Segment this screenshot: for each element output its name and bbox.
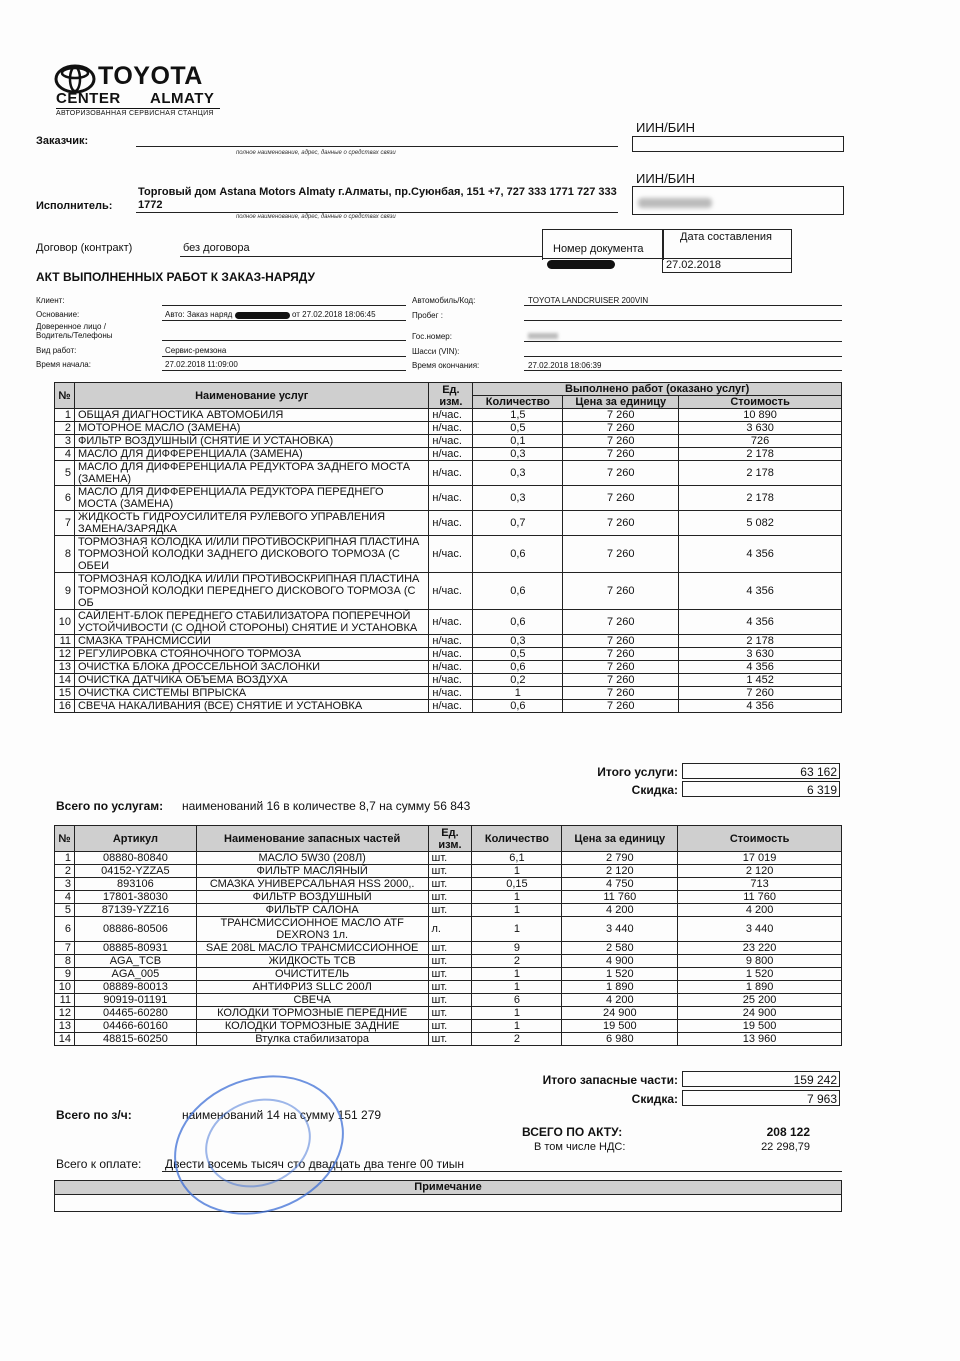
part-num: 12 [55, 1007, 75, 1020]
service-qty: 0,3 [473, 635, 563, 648]
part-price: 3 440 [562, 917, 678, 942]
table-row [55, 687, 842, 700]
part-name: СВЕЧА [196, 994, 428, 1007]
services-summary-label: Всего по услугам: [56, 799, 164, 813]
service-unit: н/час. [429, 486, 473, 511]
service-price: 7 260 [563, 435, 679, 448]
part-article: 04465-60280 [74, 1007, 196, 1020]
service-num: 4 [55, 448, 75, 461]
part-article: 04466-60160 [74, 1020, 196, 1033]
service-name: СМАЗКА ТРАНСМИССИИ [74, 635, 428, 648]
part-article: 87139-YZZ16 [74, 904, 196, 917]
part-cost: 1 520 [678, 968, 842, 981]
service-num: 5 [55, 461, 75, 486]
service-name: ОБЩАЯ ДИАГНОСТИКА АВТОМОБИЛЯ [74, 409, 428, 422]
part-article: 08886-80506 [74, 917, 196, 942]
start-value: 27.02.2018 11:09:00 [165, 360, 238, 369]
service-qty: 0,3 [473, 448, 563, 461]
parts-col-qty: Количество [472, 826, 562, 852]
service-qty: 0,6 [473, 536, 563, 573]
part-cost: 713 [678, 878, 842, 891]
service-unit: н/час. [429, 573, 473, 610]
service-unit: н/час. [429, 635, 473, 648]
service-unit: н/час. [429, 448, 473, 461]
service-cost: 726 [679, 435, 842, 448]
basis-value-a: Авто: Заказ наряд [165, 310, 233, 319]
service-num: 14 [55, 674, 75, 687]
table-row [55, 981, 842, 994]
part-name: СМАЗКА УНИВЕРСАЛЬНАЯ HSS 2000,. [196, 878, 428, 891]
service-num: 7 [55, 511, 75, 536]
plate-redacted [528, 333, 558, 339]
part-cost: 24 900 [678, 1007, 842, 1020]
service-qty: 0,3 [473, 461, 563, 486]
part-article: 893106 [74, 878, 196, 891]
date-label: Дата составления [680, 231, 772, 243]
service-price: 7 260 [563, 448, 679, 461]
part-cost: 3 440 [678, 917, 842, 942]
service-unit: н/час. [429, 610, 473, 635]
start-label: Время начала: [36, 360, 91, 369]
table-row [55, 1020, 842, 1033]
car-value: TOYOTA LANDCRUISER 200VIN [528, 296, 649, 305]
part-price: 19 500 [562, 1020, 678, 1033]
service-name: САЙЛЕНТ-БЛОК ПЕРЕДНЕГО СТАБИЛИЗАТОРА ПОПЕРЕЧНОЙ УСТОЙЧИВОСТИ (С ОДНОЙ СТОРОНЫ) СНЯТИЕ И УСТАНОВКА [74, 610, 428, 635]
part-name: ТРАНСМИССИОННОЕ МАСЛО ATF DEXRON3 1л. [196, 917, 428, 942]
act-total-label: ВСЕГО ПО АКТУ: [522, 1125, 623, 1139]
part-cost: 4 200 [678, 904, 842, 917]
part-cost: 23 220 [678, 942, 842, 955]
part-price: 6 980 [562, 1033, 678, 1046]
services-table [54, 382, 842, 713]
part-cost: 17 019 [678, 852, 842, 865]
service-name: СВЕЧА НАКАЛИВАНИЯ (ВСЕ) СНЯТИЕ И УСТАНОВКА [74, 700, 428, 713]
part-cost: 11 760 [678, 891, 842, 904]
parts-total-value: 159 242 [682, 1071, 840, 1087]
part-qty: 1 [472, 1020, 562, 1033]
service-cost: 4 356 [679, 700, 842, 713]
customer-label: Заказчик: [36, 135, 89, 147]
parts-summary-value: наименований 14 на сумму 151 279 [182, 1108, 382, 1122]
service-qty: 0,7 [473, 511, 563, 536]
service-price: 7 260 [563, 461, 679, 486]
service-name: ТОРМОЗНАЯ КОЛОДКА И/ИЛИ ПРОТИВОСКРИПНАЯ ПЛАСТИНА ТОРМОЗНОЙ КОЛОДКИ ЗАДНЕГО ДИСКОВОГО ТОРМОЗА (С ОБЕИ [74, 536, 428, 573]
part-name: КОЛОДКИ ТОРМОЗНЫЕ ЗАДНИЕ [196, 1020, 428, 1033]
services-col-price: Цена за единицу [563, 396, 679, 409]
executor-label: Исполнитель: [36, 200, 113, 212]
part-article: 90919-01191 [74, 994, 196, 1007]
table-row [55, 955, 842, 968]
vin-label: Шасси (VIN): [412, 347, 460, 356]
service-unit: н/час. [429, 511, 473, 536]
service-num: 9 [55, 573, 75, 610]
service-name: ОЧИСТКА БЛОКА ДРОССЕЛЬНОЙ ЗАСЛОНКИ [74, 661, 428, 674]
service-unit: н/час. [429, 536, 473, 573]
mileage-label: Пробег : [412, 311, 443, 320]
part-qty: 2 [472, 955, 562, 968]
part-num: 7 [55, 942, 75, 955]
part-article: 08889-80013 [74, 981, 196, 994]
table-row [55, 511, 842, 536]
part-unit: шт. [428, 968, 472, 981]
part-article: 17801-38030 [74, 891, 196, 904]
parts-col-article: Артикул [74, 826, 196, 852]
table-row [55, 700, 842, 713]
service-num: 2 [55, 422, 75, 435]
part-price: 1 520 [562, 968, 678, 981]
part-price: 2 580 [562, 942, 678, 955]
services-total-label: Итого услуги: [597, 765, 678, 779]
service-unit: н/час. [429, 461, 473, 486]
part-num: 3 [55, 878, 75, 891]
service-name: МАСЛО ДЛЯ ДИФФЕРЕНЦИАЛА (ЗАМЕНА) [74, 448, 428, 461]
customer-hint: полное наименование, адрес, данные о средствах связи [236, 150, 396, 156]
end-label: Время окончания: [412, 361, 480, 370]
service-cost: 1 452 [679, 674, 842, 687]
service-num: 16 [55, 700, 75, 713]
service-qty: 0,6 [473, 700, 563, 713]
parts-col-unit: Ед. изм. [428, 826, 472, 852]
service-price: 7 260 [563, 661, 679, 674]
part-num: 9 [55, 968, 75, 981]
client-label: Клиент: [36, 296, 65, 305]
part-name: ЖИДКОСТЬ ТСВ [196, 955, 428, 968]
parts-col-name: Наименование запасных частей [196, 826, 428, 852]
service-name: МОТОРНОЕ МАСЛО (ЗАМЕНА) [74, 422, 428, 435]
car-label: Автомобиль/Код: [412, 296, 476, 305]
part-cost: 2 120 [678, 865, 842, 878]
service-name: ОЧИСТКА СИСТЕМЫ ВПРЫСКА [74, 687, 428, 700]
part-name: ФИЛЬТР ВОЗДУШНЫЙ [196, 891, 428, 904]
service-name: ТОРМОЗНАЯ КОЛОДКА И/ИЛИ ПРОТИВОСКРИПНАЯ ПЛАСТИНА ТОРМОЗНОЙ КОЛОДКИ ПЕРЕДНЕГО ДИСКОВОГО ТОРМОЗА (С ОБ [74, 573, 428, 610]
service-price: 7 260 [563, 648, 679, 661]
vat-value: 22 298,79 [761, 1141, 810, 1153]
part-cost: 9 800 [678, 955, 842, 968]
table-row [55, 486, 842, 511]
table-row [55, 461, 842, 486]
service-num: 12 [55, 648, 75, 661]
table-row [55, 435, 842, 448]
part-price: 4 750 [562, 878, 678, 891]
parts-col-price: Цена за единицу [562, 826, 678, 852]
table-row [55, 1033, 842, 1046]
part-cost: 1 890 [678, 981, 842, 994]
service-price: 7 260 [563, 687, 679, 700]
service-cost: 4 356 [679, 536, 842, 573]
service-cost: 2 178 [679, 635, 842, 648]
part-article: 04152-YZZA5 [74, 865, 196, 878]
table-row [55, 942, 842, 955]
docnum-label: Номер документа [553, 243, 644, 255]
part-price: 11 760 [562, 891, 678, 904]
service-num: 1 [55, 409, 75, 422]
worktype-value: Сервис-ремзона [165, 346, 227, 355]
part-num: 11 [55, 994, 75, 1007]
parts-col-cost: Стоимость [678, 826, 842, 852]
services-col-qty: Количество [473, 396, 563, 409]
services-col-cost: Стоимость [679, 396, 842, 409]
part-article: 08880-80840 [74, 852, 196, 865]
notes-label: Примечание [55, 1181, 841, 1195]
services-col-unit: Ед. изм. [429, 383, 473, 409]
part-num: 14 [55, 1033, 75, 1046]
iin-label-1: ИИН/БИН [636, 120, 695, 135]
logo-city: ALMATY [150, 90, 215, 107]
plate-label: Гос.номер: [412, 332, 452, 341]
service-name: ЖИДКОСТЬ ГИДРОУСИЛИТЕЛЯ РУЛЕВОГО УПРАВЛЕНИЯ ЗАМЕНА/ЗАРЯДКА [74, 511, 428, 536]
parts-discount-value: 7 963 [682, 1090, 840, 1106]
service-num: 8 [55, 536, 75, 573]
part-num: 8 [55, 955, 75, 968]
part-qty: 9 [472, 942, 562, 955]
service-cost: 3 630 [679, 422, 842, 435]
part-cost: 25 200 [678, 994, 842, 1007]
table-row [55, 878, 842, 891]
part-qty: 1 [472, 1007, 562, 1020]
table-row [55, 573, 842, 610]
contract-label: Договор (контракт) [36, 242, 133, 254]
part-cost: 13 960 [678, 1033, 842, 1046]
service-qty: 0,6 [473, 573, 563, 610]
act-total-value: 208 122 [766, 1125, 810, 1139]
part-price: 4 200 [562, 994, 678, 1007]
service-price: 7 260 [563, 422, 679, 435]
worktype-label: Вид работ: [36, 346, 77, 355]
executor-value: Торговый дом Astana Motors Almaty г.Алматы, пр.Суюнбая, 151 +7, 727 333 1771 727 333 1772 [138, 186, 617, 211]
part-unit: шт. [428, 981, 472, 994]
basis-value-b: от 27.02.2018 18:06:45 [292, 310, 376, 319]
service-price: 7 260 [563, 610, 679, 635]
service-name: ОЧИСТКА ДАТЧИКА ОБЪЕМА ВОЗДУХА [74, 674, 428, 687]
service-qty: 0,1 [473, 435, 563, 448]
service-cost: 2 178 [679, 461, 842, 486]
part-article: AGA_TCB [74, 955, 196, 968]
part-num: 5 [55, 904, 75, 917]
service-qty: 1,5 [473, 409, 563, 422]
part-unit: л. [428, 917, 472, 942]
service-qty: 1 [473, 687, 563, 700]
part-unit: шт. [428, 1033, 472, 1046]
service-cost: 4 356 [679, 661, 842, 674]
part-qty: 2 [472, 1033, 562, 1046]
service-unit: н/час. [429, 674, 473, 687]
date-value: 27.02.2018 [666, 259, 722, 271]
table-row [55, 635, 842, 648]
part-unit: шт. [428, 1007, 472, 1020]
logo-brand: TOYOTA [98, 62, 203, 90]
part-num: 1 [55, 852, 75, 865]
service-name: МАСЛО ДЛЯ ДИФФЕРЕНЦИАЛА РЕДУКТОРА ЗАДНЕГО МОСТА (ЗАМЕНА) [74, 461, 428, 486]
contract-value: без договора [183, 242, 250, 254]
service-price: 7 260 [563, 511, 679, 536]
service-unit: н/час. [429, 648, 473, 661]
part-name: АНТИФРИЗ SLLC 200Л [196, 981, 428, 994]
table-row [55, 648, 842, 661]
table-row [55, 891, 842, 904]
service-unit: н/час. [429, 661, 473, 674]
part-name: Втулка стабилизатора [196, 1033, 428, 1046]
service-name: РЕГУЛИРОВКА СТОЯНОЧНОГО ТОРМОЗА [74, 648, 428, 661]
services-total-value: 63 162 [682, 763, 840, 779]
service-name: ФИЛЬТР ВОЗДУШНЫЙ (СНЯТИЕ И УСТАНОВКА) [74, 435, 428, 448]
part-name: МАСЛО 5W30 (208Л) [196, 852, 428, 865]
executor-hint: полное наименование, адрес, данные о средствах связи [236, 214, 396, 220]
table-row [55, 536, 842, 573]
service-price: 7 260 [563, 409, 679, 422]
service-unit: н/час. [429, 700, 473, 713]
table-row [55, 422, 842, 435]
part-unit: шт. [428, 1020, 472, 1033]
table-row [55, 852, 842, 865]
part-num: 6 [55, 917, 75, 942]
table-row [55, 674, 842, 687]
part-unit: шт. [428, 904, 472, 917]
parts-col-num: № [55, 826, 75, 852]
table-row [55, 917, 842, 942]
services-col-name: Наименование услуг [74, 383, 428, 409]
part-unit: шт. [428, 891, 472, 904]
service-num: 15 [55, 687, 75, 700]
service-price: 7 260 [563, 700, 679, 713]
part-qty: 0,15 [472, 878, 562, 891]
part-qty: 6 [472, 994, 562, 1007]
part-article: 08885-80931 [74, 942, 196, 955]
service-qty: 0,6 [473, 661, 563, 674]
logo-subtitle: АВТОРИЗОВАННАЯ СЕРВИСНАЯ СТАНЦИЯ [56, 110, 214, 117]
part-qty: 1 [472, 891, 562, 904]
part-price: 24 900 [562, 1007, 678, 1020]
logo [50, 62, 230, 122]
table-row [55, 409, 842, 422]
table-row [55, 1007, 842, 1020]
service-num: 11 [55, 635, 75, 648]
table-row [55, 904, 842, 917]
table-row [55, 994, 842, 1007]
table-row [55, 968, 842, 981]
basis-label: Основание: [36, 310, 80, 319]
end-value: 27.02.2018 18:06:39 [528, 361, 602, 370]
part-unit: шт. [428, 878, 472, 891]
part-qty: 1 [472, 917, 562, 942]
service-name: МАСЛО ДЛЯ ДИФФЕРЕНЦИАЛА РЕДУКТОРА ПЕРЕДНЕГО МОСТА (ЗАМЕНА) [74, 486, 428, 511]
part-name: SAE 208L МАСЛО ТРАНСМИССИОННОЕ [196, 942, 428, 955]
service-unit: н/час. [429, 435, 473, 448]
services-discount-value: 6 319 [682, 781, 840, 797]
service-price: 7 260 [563, 486, 679, 511]
part-price: 1 890 [562, 981, 678, 994]
services-col-num: № [55, 383, 75, 409]
part-qty: 1 [472, 865, 562, 878]
iin-redacted [638, 198, 712, 208]
service-cost: 10 890 [679, 409, 842, 422]
part-unit: шт. [428, 852, 472, 865]
service-qty: 0,2 [473, 674, 563, 687]
service-price: 7 260 [563, 536, 679, 573]
service-price: 7 260 [563, 635, 679, 648]
part-unit: шт. [428, 955, 472, 968]
service-cost: 7 260 [679, 687, 842, 700]
service-num: 13 [55, 661, 75, 674]
service-qty: 0,3 [473, 486, 563, 511]
part-price: 2 790 [562, 852, 678, 865]
part-name: ОЧИСТИТЕЛЬ [196, 968, 428, 981]
service-price: 7 260 [563, 674, 679, 687]
part-cost: 19 500 [678, 1020, 842, 1033]
service-cost: 5 082 [679, 511, 842, 536]
parts-table [54, 825, 842, 1046]
part-unit: шт. [428, 865, 472, 878]
table-row [55, 661, 842, 674]
parts-discount-label: Скидка: [631, 1092, 678, 1106]
table-row [55, 610, 842, 635]
iin-label-2: ИИН/БИН [636, 171, 695, 186]
service-unit: н/час. [429, 409, 473, 422]
table-row [55, 865, 842, 878]
basis-redacted [235, 312, 290, 319]
service-cost: 2 178 [679, 448, 842, 461]
service-cost: 2 178 [679, 486, 842, 511]
iin-box-1 [632, 136, 844, 152]
docnum-redacted [547, 260, 615, 269]
service-qty: 0,6 [473, 610, 563, 635]
part-price: 4 200 [562, 904, 678, 917]
parts-total-label: Итого запасные части: [542, 1073, 678, 1087]
part-name: КОЛОДКИ ТОРМОЗНЫЕ ПЕРЕДНИЕ [196, 1007, 428, 1020]
part-num: 2 [55, 865, 75, 878]
part-name: ФИЛЬТР МАСЛЯНЫЙ [196, 865, 428, 878]
service-cost: 4 356 [679, 610, 842, 635]
part-qty: 6,1 [472, 852, 562, 865]
part-price: 4 900 [562, 955, 678, 968]
logo-center: CENTER [56, 90, 121, 107]
parts-summary-label: Всего по з/ч: [56, 1108, 132, 1122]
service-cost: 3 630 [679, 648, 842, 661]
part-qty: 1 [472, 968, 562, 981]
part-num: 4 [55, 891, 75, 904]
page-title: АКТ ВЫПОЛНЕННЫХ РАБОТ К ЗАКАЗ-НАРЯДУ [36, 270, 315, 284]
service-num: 10 [55, 610, 75, 635]
part-article: 48815-60250 [74, 1033, 196, 1046]
part-article: AGA_005 [74, 968, 196, 981]
service-num: 3 [55, 435, 75, 448]
part-price: 2 120 [562, 865, 678, 878]
service-price: 7 260 [563, 573, 679, 610]
part-unit: шт. [428, 942, 472, 955]
service-qty: 0,5 [473, 422, 563, 435]
service-cost: 4 356 [679, 573, 842, 610]
part-name: ФИЛЬТР САЛОНА [196, 904, 428, 917]
service-qty: 0,5 [473, 648, 563, 661]
vat-label: В том числе НДС: [534, 1141, 626, 1153]
part-num: 13 [55, 1020, 75, 1033]
part-unit: шт. [428, 994, 472, 1007]
part-num: 10 [55, 981, 75, 994]
pay-label: Всего к оплате: [56, 1157, 142, 1171]
services-col-group: Выполнено работ (оказано услуг) [473, 383, 842, 396]
table-row [55, 448, 842, 461]
service-unit: н/час. [429, 687, 473, 700]
services-summary-value: наименований 16 в количестве 8,7 на сумму 56 843 [182, 799, 471, 813]
part-qty: 1 [472, 981, 562, 994]
part-qty: 1 [472, 904, 562, 917]
pay-value: Двести восемь тысяч сто двадцать два тенге 00 тиын [165, 1157, 465, 1171]
services-discount-label: Скидка: [631, 783, 678, 797]
trustee-label: Доверенное лицо / Водитель/Телефоны [36, 322, 113, 340]
service-num: 6 [55, 486, 75, 511]
service-unit: н/час. [429, 422, 473, 435]
